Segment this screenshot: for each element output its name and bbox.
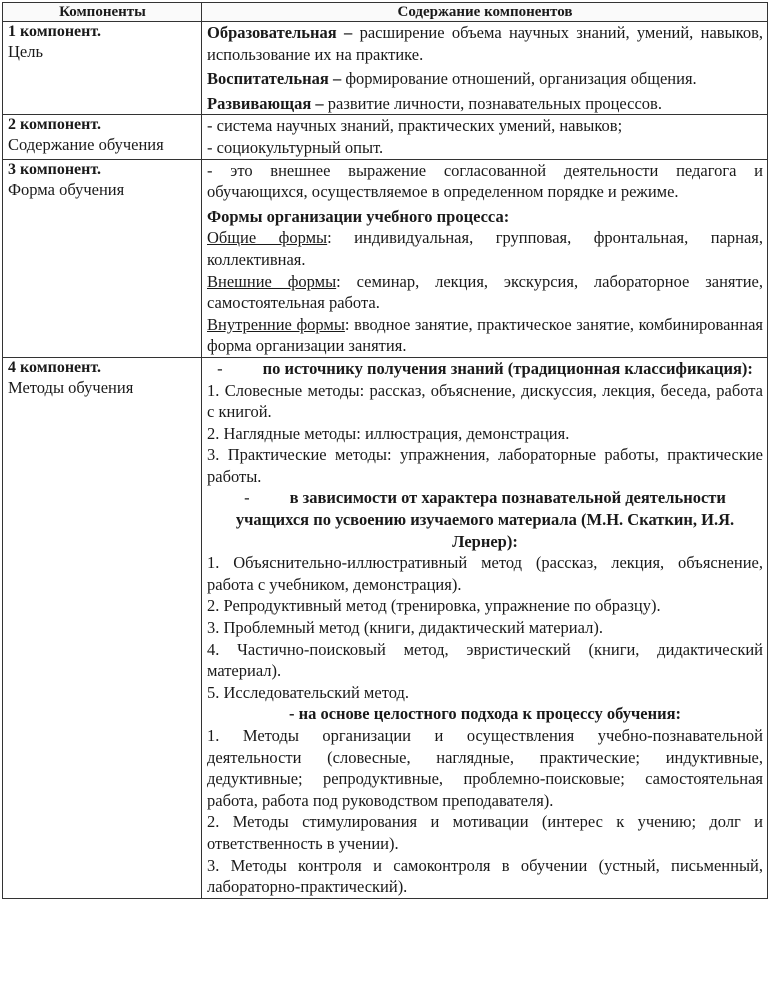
form-item: Внешние формы: семинар, лекция, экскурсия, лабораторное занятие, самостоятельная работа. — [207, 271, 763, 313]
component-title: 3 компонент. — [8, 160, 102, 178]
component-title: 2 компонент. — [8, 116, 102, 134]
header-content: Содержание компонентов — [202, 3, 768, 22]
method-item: 1. Словесные методы: рассказ, объяснение, дискуссия, лекция, беседа, работа с книгой. — [207, 380, 763, 422]
content-cell — [202, 22, 768, 115]
method-item: 3. Методы контроля и самоконтроля в обучении (устный, письменный, лабораторно-практический). — [207, 855, 763, 897]
component-cell — [3, 357, 202, 898]
content-cell — [202, 115, 768, 159]
component-cell — [3, 115, 202, 159]
content-item: - социокультурный опыт. — [207, 137, 384, 157]
method-item: 1. Объяснительно-иллюстративный метод (рассказ, лекция, объяснение, работа с учебником, демонстрация). — [207, 553, 763, 594]
goal-item: Воспитательная – формирование отношений, организация общения. — [207, 69, 697, 89]
content-cell — [202, 357, 768, 898]
components-table — [2, 2, 768, 899]
table-row — [3, 22, 768, 115]
component-cell — [3, 22, 202, 115]
form-item: Общие формы: индивидуальная, групповая, фронтальная, парная, коллективная. — [207, 228, 764, 269]
component-name: Методы обучения — [8, 377, 134, 397]
content-item: - система научных знаний, практических умений, навыков; — [207, 116, 623, 136]
method-item: 3. Проблемный метод (книги, дидактический материал). — [207, 618, 603, 638]
table-row — [3, 159, 768, 357]
method-item: 4. Частично-поисковый метод, эвристический (книги, дидактический материал). — [207, 639, 763, 681]
table-row — [3, 115, 768, 159]
method-item: 2. Репродуктивный метод (тренировка, упражнение по образцу). — [207, 596, 661, 616]
table-row — [3, 357, 768, 898]
component-cell — [3, 159, 202, 357]
form-item: Внутренние формы: вводное занятие, практическое занятие, комбинированная форма организации занятия. — [207, 314, 763, 356]
component-title: 1 компонент. — [8, 23, 102, 40]
method-item: 2. Наглядные методы: иллюстрация, демонстрация. — [207, 423, 570, 443]
header-components: Компоненты — [3, 3, 202, 22]
component-title: 4 компонент. — [8, 358, 102, 376]
form-intro: - это внешнее выражение согласованной деятельности педагога и обучающихся, осуществляемое в определенном порядке и режиме. — [207, 160, 763, 202]
table-header-row — [3, 3, 768, 22]
method-item: 1. Методы организации и осуществления учебно-познавательной деятельности (словесные, наглядные, практические; индуктивные, дедуктивные; репродуктивные, проблемно-поисковые; самостоятельная работа, работа под руководством преподавателя). — [207, 726, 763, 810]
content-cell — [202, 159, 768, 357]
component-name: Форма обучения — [8, 179, 125, 199]
goal-item: Развивающая – развитие личности, познавательных процессов. — [207, 93, 662, 113]
method-item: 3. Практические методы: упражнения, лабораторные работы, практические работы. — [207, 445, 763, 486]
method-group-heading: - в зависимости от характера познавательной деятельности учащихся по усвоению изучаемого материала (М.Н. Скаткин, И.Я. Лернер): — [235, 488, 735, 551]
forms-heading: Формы организации учебного процесса: — [207, 206, 510, 226]
component-name: Цель — [8, 42, 43, 61]
method-group-heading: - на основе целостного подхода к процессу обучения: — [288, 704, 682, 724]
goal-item: Образовательная – расширение объема научных знаний, умений, навыков, использование их на практике. — [207, 23, 763, 64]
method-group-heading: - по источнику получения знаний (традиционная классификация): — [217, 358, 753, 378]
method-item: 2. Методы стимулирования и мотивации (интерес к учению; долг и ответственность в учении). — [207, 812, 763, 853]
method-item: 5. Исследовательский метод. — [207, 682, 409, 702]
component-name: Содержание обучения — [8, 135, 164, 155]
